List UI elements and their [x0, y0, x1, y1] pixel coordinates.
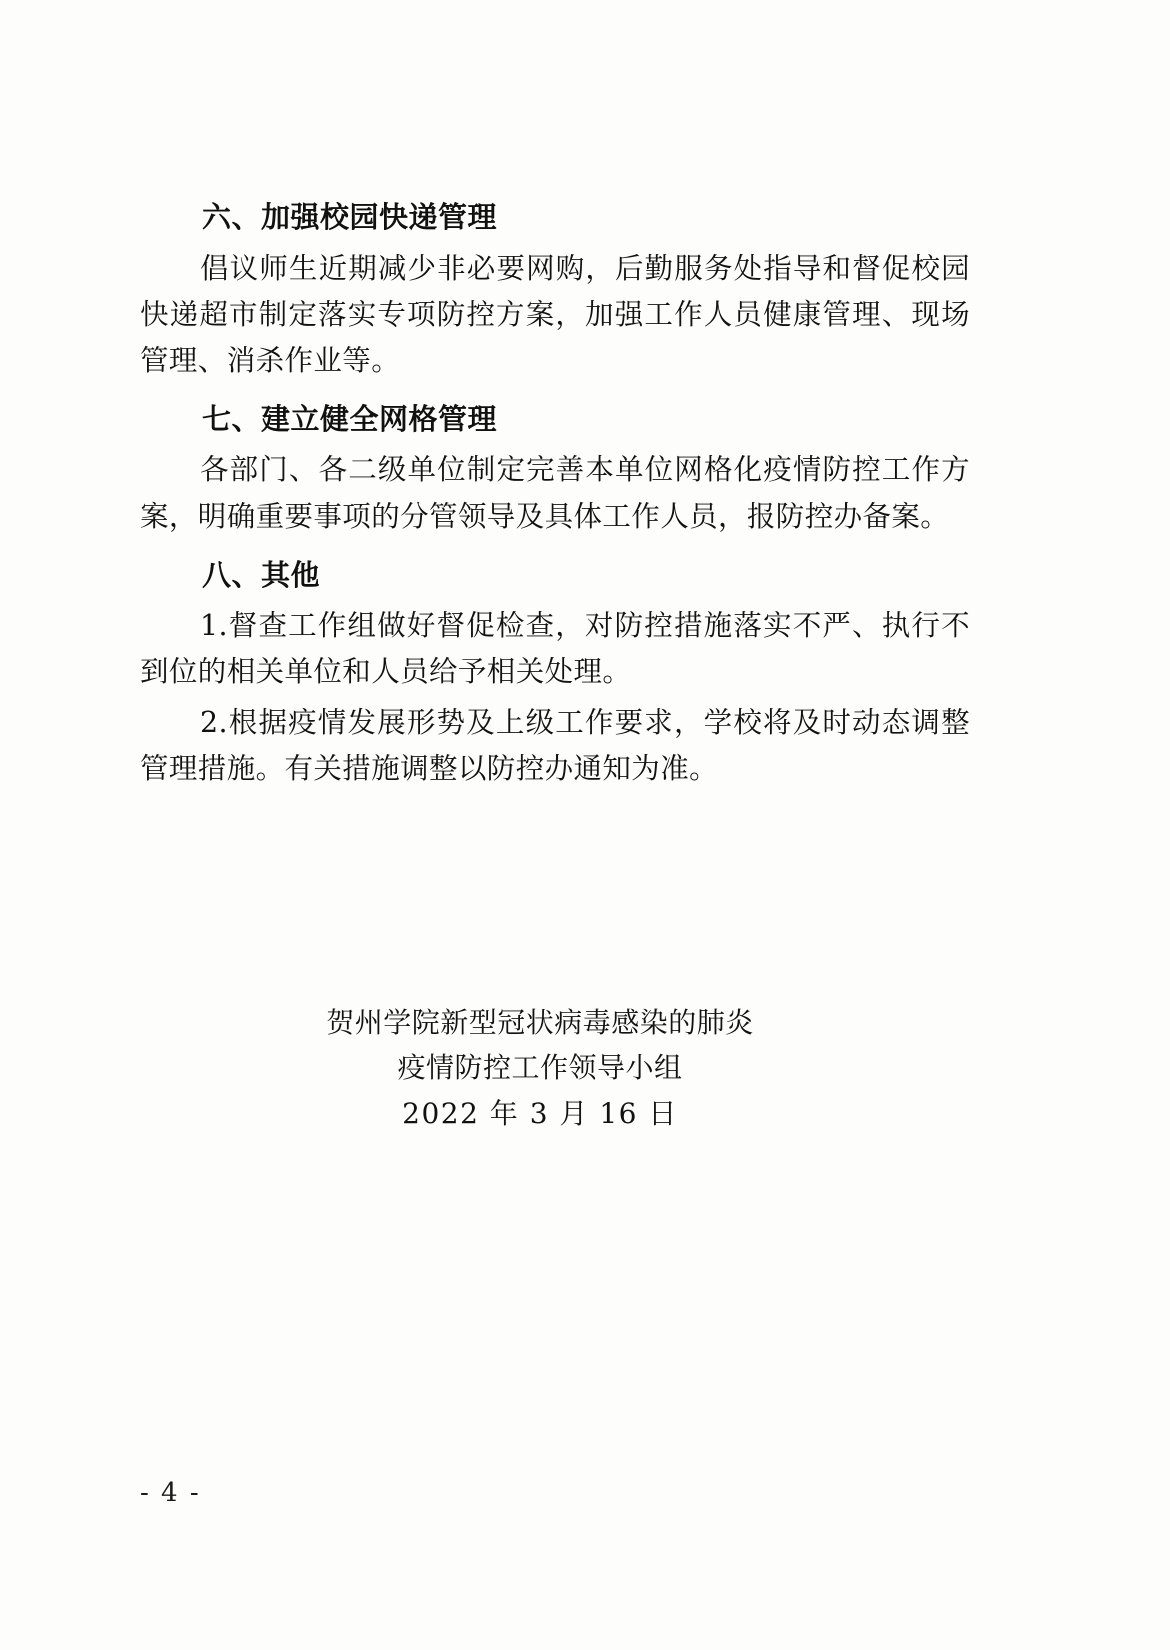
section-seven — [140, 398, 970, 540]
section-paragraph: 各部门、各二级单位制定完善本单位网格化疫情防控工作方案，明确重要事项的分管领导及具体工作人员，报防控办备案。 — [140, 453, 970, 533]
signature-organization-line-1: 贺州学院新型冠状病毒感染的肺炎 — [326, 1006, 754, 1039]
section-six — [140, 196, 970, 384]
section-heading: 六、加强校园快递管理 — [202, 200, 498, 234]
section-heading: 八、其他 — [202, 557, 321, 592]
page-footer — [140, 1478, 1030, 1508]
signature-block — [140, 1000, 970, 1136]
signature-date: 2022 年 3 月 16 日 — [402, 1096, 678, 1130]
section-heading: 七、建立健全网格管理 — [202, 401, 498, 436]
section-paragraph: 1.督查工作组做好督促检查，对防控措施落实不严、执行不到位的相关单位和人员给予相关处理。 — [140, 609, 970, 689]
section-paragraph: 2.根据疫情发展形势及上级工作要求，学校将及时动态调整管理措施。有关措施调整以防控办通知为准。 — [140, 705, 970, 785]
page-number: - 4 - — [140, 1478, 201, 1508]
document-body — [140, 196, 970, 796]
section-eight — [140, 554, 970, 792]
signature-organization-line-2: 疫情防控工作领导小组 — [397, 1051, 683, 1085]
section-paragraph: 倡议师生近期减少非必要网购，后勤服务处指导和督促校园快递超市制定落实专项防控方案，加强工作人员健康管理、现场管理、消杀作业等。 — [140, 251, 970, 377]
